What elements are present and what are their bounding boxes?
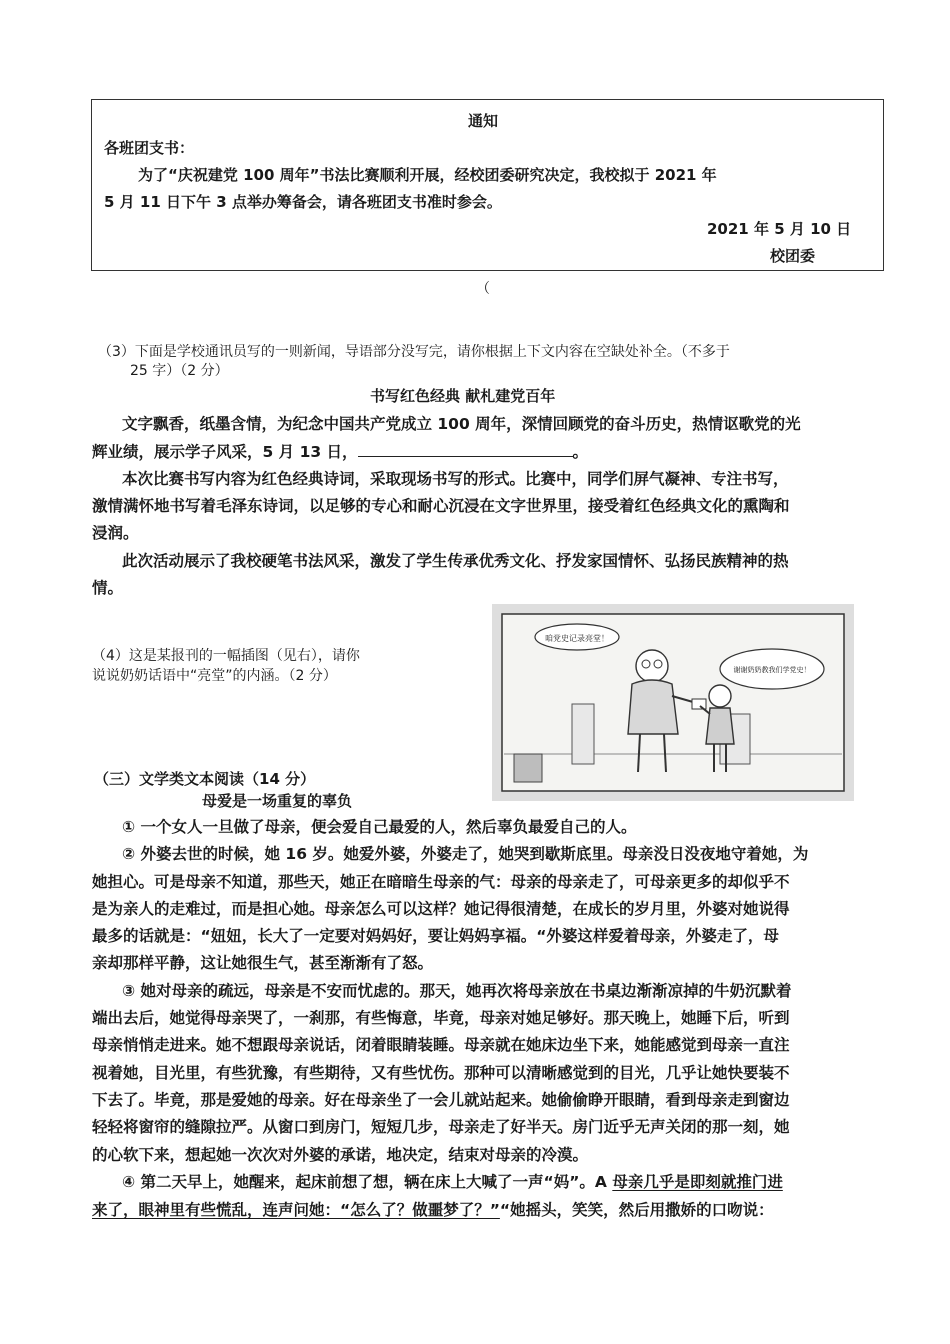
notice-title: 通知 bbox=[468, 112, 499, 130]
article-para4-line1 bbox=[122, 1170, 892, 1192]
news-p2-line1: 本次比赛书写内容为红色经典诗词，采取现场书写的形式。比赛中，同学们屏气凝神、专注书写， bbox=[122, 470, 789, 488]
news-p1-line2 bbox=[92, 440, 862, 462]
article-para3-line3: 母亲悄悄走进来。她不想跟母亲说话，闭着眼睛装睡。母亲就在她床边坐下来，她能感觉到母亲一直注 bbox=[92, 1036, 790, 1054]
article-para3-line7: 的心软下来，想起她一次次对外婆的承诺，地决定，结束对母亲的冷漠。 bbox=[92, 1146, 589, 1164]
para4-marker: A bbox=[594, 1173, 607, 1191]
para4-text: ④ 第二天早上，她醒来，起床前想了想，辆在床上大喊了一声“妈”。 bbox=[122, 1173, 595, 1191]
news-p2-line2: 激情满怀地书写着毛泽东诗词，以足够的专心和耐心沉浸在文字世界里，接受着红色经典文化的熏陶和 bbox=[92, 497, 790, 515]
notice-date: 2021 年 5 月 10 日 bbox=[707, 220, 852, 238]
article-para3-line1: ③ 她对母亲的疏远，母亲是不安而忧虑的。那天，她再次将母亲放在书桌边渐渐凉掉的牛奶沉默着 bbox=[122, 982, 792, 1000]
cartoon-drawing bbox=[492, 604, 854, 801]
bubble-left-text: 咱党史记录亮堂！ bbox=[545, 634, 609, 643]
para4-underlined-end: 来了，眼神里有些慌乱，连声问她：“怎么了？做噩梦了？” bbox=[92, 1201, 500, 1219]
news-title: 书写红色经典 献札建党百年 bbox=[370, 387, 556, 405]
article-para2-line3: 是为亲人的走难过，而是担心她。母亲怎么可以这样？她记得很清楚，在成长的岁月里，外婆对她说得 bbox=[92, 900, 790, 918]
article-title: 母爱是一场重复的辜负 bbox=[202, 792, 353, 810]
article-para3-line6: 轻轻将窗帘的缝隙拉严。从窗口到房门，短短几步，母亲走了好半天。房门近乎无声关闭的那一刻，她 bbox=[92, 1118, 790, 1136]
notice-salutation: 各班团支书： bbox=[104, 139, 195, 157]
notice-body-line2: 5 月 11 日下午 3 点举办筹备会，请各班团支书准时参会。 bbox=[104, 193, 502, 211]
news-p1-line2-text: 辉业绩，展示学子风采，5 月 13 日， bbox=[92, 443, 358, 461]
article-para2-line5: 亲却那样平静，这让她很生气，甚至渐渐有了怒。 bbox=[92, 954, 434, 972]
answer-blank[interactable] bbox=[358, 442, 573, 457]
news-p3-line2: 情。 bbox=[92, 579, 124, 597]
article-para2-line1: ② 外婆去世的时候，她 16 岁。她爱外婆，外婆走了，她哭到歇斯底里。母亲没日没夜地守着她，为 bbox=[122, 845, 809, 863]
article-para4-line2 bbox=[92, 1198, 862, 1220]
q3-prompt-line1: （3）下面是学校通讯员写的一则新闻，导语部分没写完，请你根据上下文内容在空缺处补全。（不多于 bbox=[98, 344, 730, 360]
q3-prompt-line2: 25 字）（2 分） bbox=[130, 363, 229, 379]
stray-parenthesis: （ bbox=[476, 281, 490, 297]
section3-heading: （三）文学类文本阅读（14 分） bbox=[94, 770, 316, 788]
article-para3-line2: 端出去后，她觉得母亲哭了，一刹那，有些悔意，毕竟，母亲对她足够好。那天晚上，她睡下后，听到 bbox=[92, 1009, 790, 1027]
news-p2-line3: 浸润。 bbox=[92, 524, 139, 542]
q4-line2: 说说奶奶话语中“亮堂”的内涵。（2 分） bbox=[92, 668, 337, 684]
article-para2-line4: 最多的话就是：“妞妞，长大了一定要对妈妈好，要让妈妈享福。“外婆这样爱着母亲，外婆走了，母 bbox=[92, 927, 779, 945]
news-p3-line1: 此次活动展示了我校硬笔书法风采，激发了学生传承优秀文化、抒发家国情怀、弘扬民族精神的热 bbox=[122, 552, 789, 570]
article-para3-line5: 下去了。毕竟，那是爱她的母亲。好在母亲坐了一会儿就站起来。她偷偷睁开眼睛，看到母亲走到窗边 bbox=[92, 1091, 790, 1109]
cartoon-illustration bbox=[492, 604, 854, 801]
q4-line1: （4）这是某报刊的一幅插图（见右），请你 bbox=[92, 648, 360, 664]
publisher-stamp bbox=[514, 754, 542, 782]
para4-text-end: “她摇头，笑笑，然后用撒娇的口吻说： bbox=[499, 1201, 774, 1219]
article-para1: ① 一个女人一旦做了母亲，便会爱自己最爱的人，然后辜负最爱自己的人。 bbox=[122, 818, 637, 836]
news-p1-line1: 文字飘香，纸墨含情，为纪念中国共产党成立 100 周年，深情回顾党的奋斗历史，热情讴歌党的光 bbox=[122, 415, 801, 433]
bubble-right-text: 谢谢奶奶教我们学党史！ bbox=[733, 666, 811, 674]
notice-signature: 校团委 bbox=[770, 247, 816, 265]
article-para2-line2: 她担心。可是母亲不知道，那些天，她正在暗暗生母亲的气：母亲的母亲走了，可母亲更多的却似乎不 bbox=[92, 873, 790, 891]
news-p1-line2-end: 。 bbox=[572, 443, 589, 461]
notice-body-line1: 为了“庆祝建党 100 周年”书法比赛顺利开展，经校团委研究决定，我校拟于 2021 年 bbox=[138, 166, 717, 184]
article-para3-line4: 视着她，目光里，有些犹豫，有些期待，又有些忧伤。那种可以清晰感觉到的目光，几乎让她快要装不 bbox=[92, 1064, 790, 1082]
para4-underlined-start: 母亲几乎是即刻就推门进 bbox=[612, 1173, 783, 1191]
